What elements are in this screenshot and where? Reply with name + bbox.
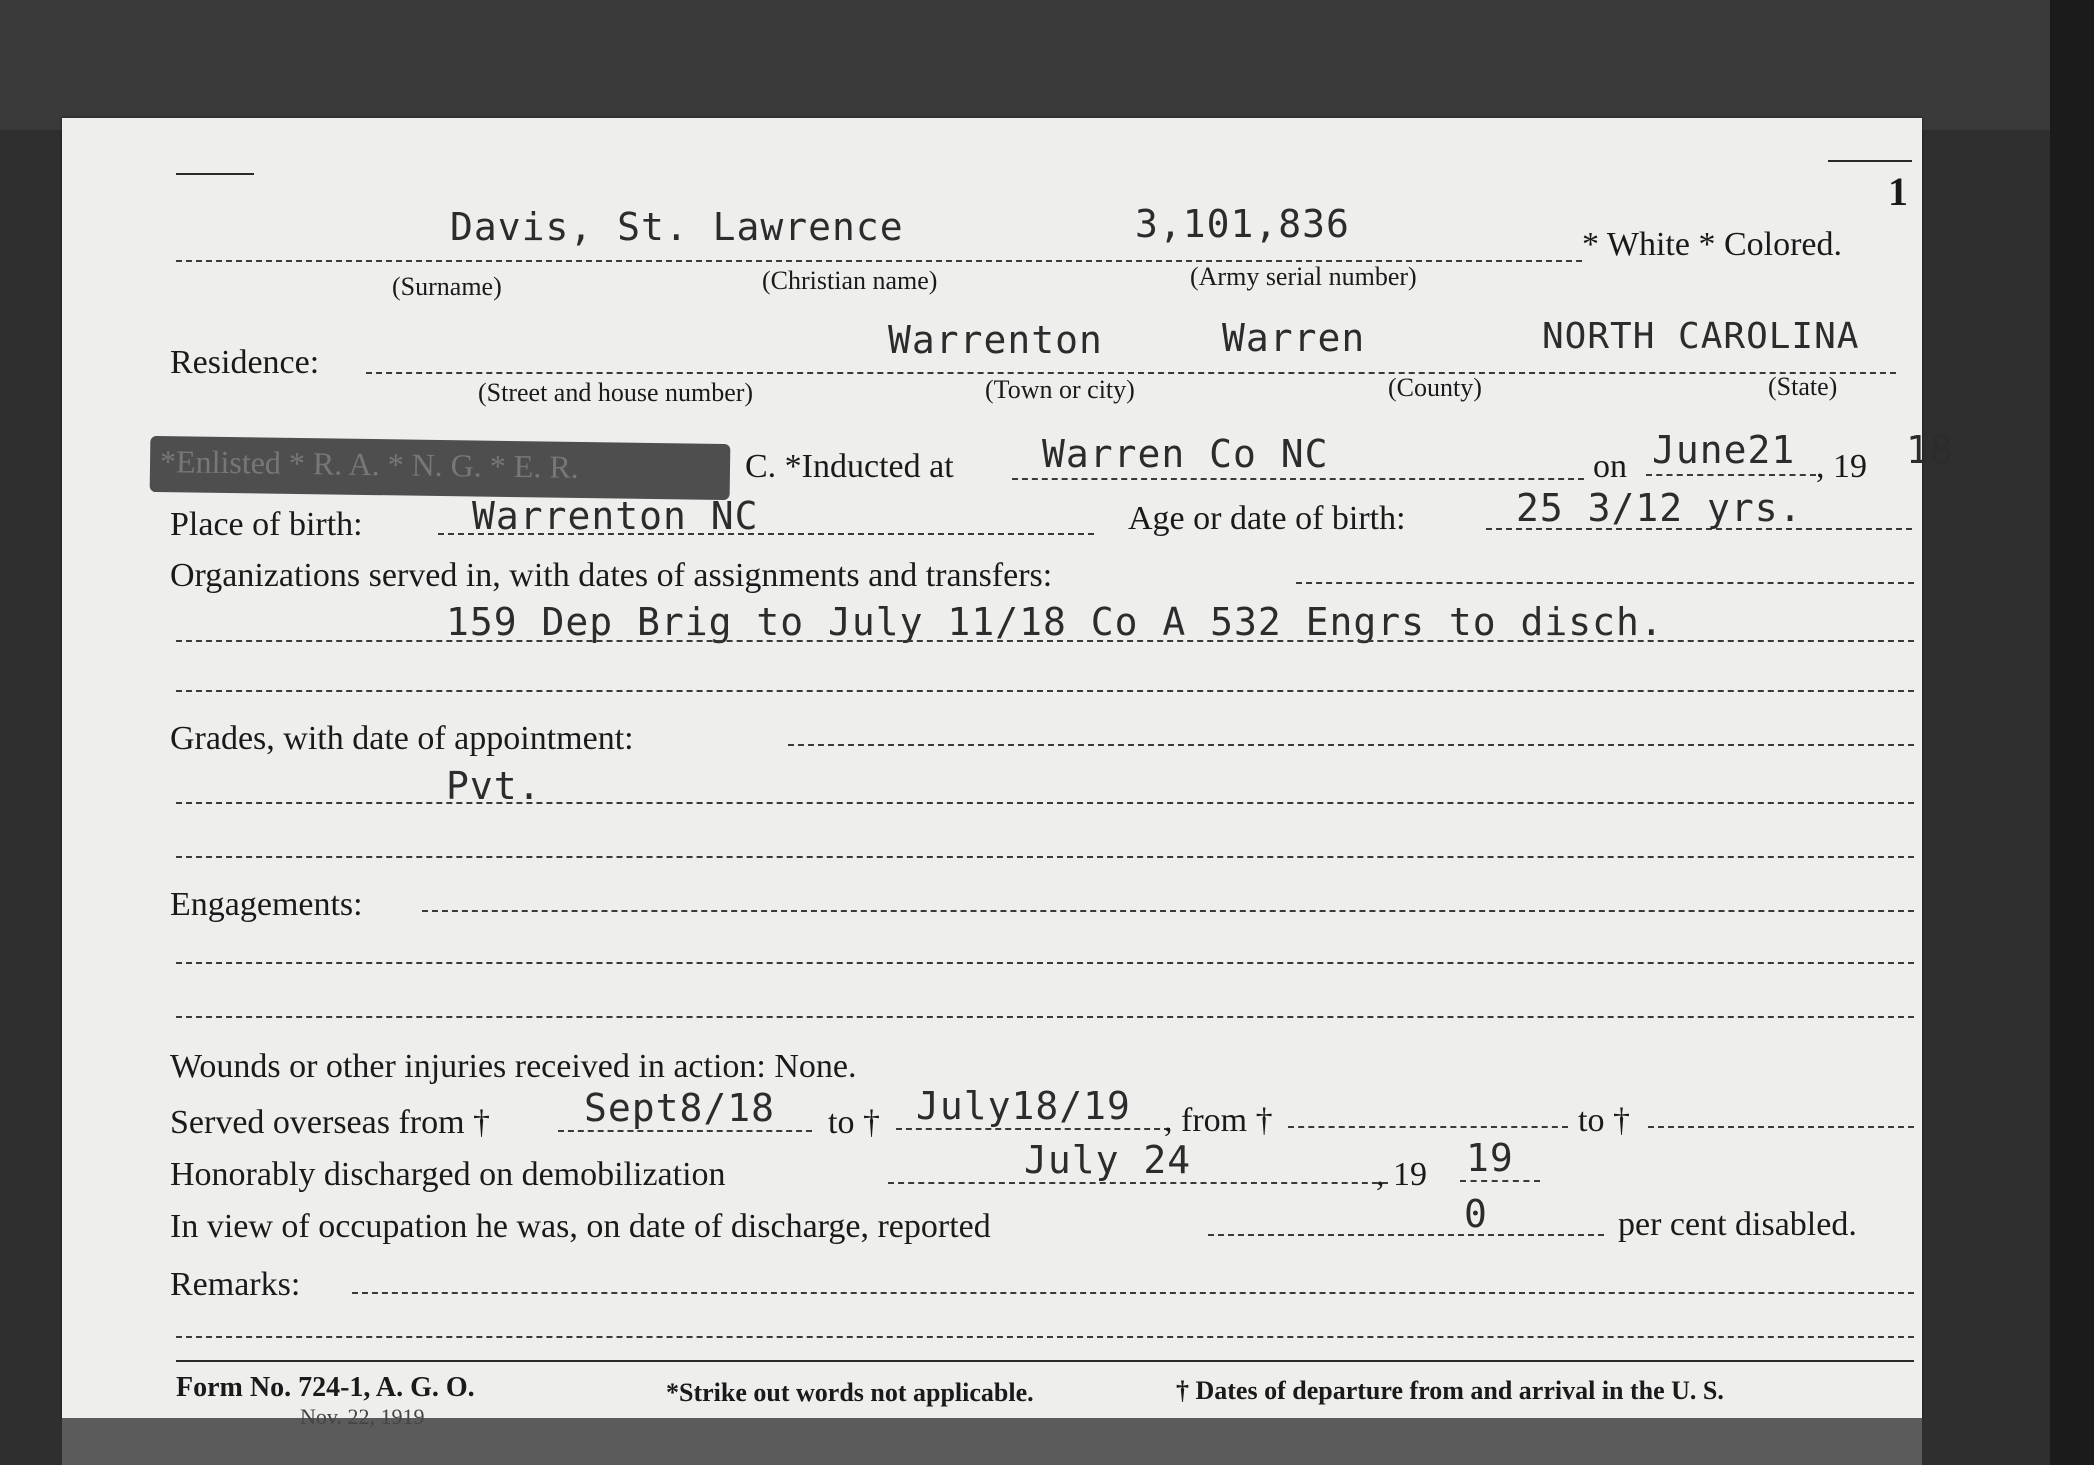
overseas-to-label: to † [828, 1104, 880, 1141]
overseas-to2-label: to † [1578, 1102, 1630, 1139]
grades-line-3 [176, 856, 1914, 858]
grades-line-1 [788, 744, 1914, 746]
organizations-line-1 [1296, 582, 1914, 584]
disability-label: In view of occupation he was, on date of discharge, reported [170, 1208, 991, 1245]
background-edge [2050, 0, 2094, 1465]
residence-county: Warren [1222, 316, 1366, 360]
christian-name-label: (Christian name) [762, 266, 938, 295]
footer-rule [176, 1360, 1914, 1362]
age-value: 25 3/12 yrs. [1516, 486, 1803, 530]
surname-label: (Surname) [392, 272, 502, 301]
induction-place-line [1012, 478, 1584, 480]
organizations-label: Organizations served in, with dates of assignments and transfers: [170, 557, 1053, 594]
overseas-from2-line [1288, 1126, 1568, 1128]
form-number: Form No. 724-1, A. G. O. [176, 1372, 475, 1403]
wounds-label: Wounds or other injuries received in action: None. [170, 1048, 857, 1085]
induction-year: 18 [1906, 428, 1954, 472]
residence-town: Warrenton [888, 318, 1103, 362]
induction-year-prefix: , 19 [1816, 448, 1867, 485]
engagements-label: Engagements: [170, 886, 363, 923]
disability-line [1208, 1234, 1604, 1236]
discharge-year-prefix: , 19 [1376, 1156, 1427, 1193]
footnote-dates: † Dates of departure from and arrival in the U. S. [1176, 1376, 1724, 1405]
town-label: (Town or city) [985, 375, 1135, 404]
serial-value: 3,101,836 [1135, 202, 1350, 246]
overseas-from-date: Sept8/18 [584, 1086, 776, 1130]
induction-date: June21 [1652, 428, 1796, 472]
serial-label: (Army serial number) [1190, 262, 1417, 291]
overseas-label: Served overseas from † [170, 1104, 491, 1141]
grades-line-2 [176, 802, 1914, 804]
birthplace-label: Place of birth: [170, 506, 363, 543]
top-right-rule [1828, 160, 1912, 162]
state-label: (State) [1768, 372, 1838, 401]
grades-label: Grades, with date of appointment: [170, 720, 634, 757]
organizations-line-3 [176, 690, 1914, 692]
engagements-line-2 [176, 962, 1914, 964]
overseas-to2-line [1648, 1126, 1914, 1128]
organizations-entry: 159 Dep Brig to July 11/18 Co A 532 Engrs to disch. [446, 600, 1664, 644]
overseas-from2-label: , from † [1164, 1102, 1273, 1139]
card-number: 1 [1888, 169, 1908, 214]
discharge-year: 19 [1466, 1136, 1514, 1180]
grades-entry: Pvt. [446, 764, 542, 808]
name-value: Davis, St. Lawrence [450, 205, 904, 249]
engagements-line-3 [176, 1016, 1914, 1018]
remarks-line-1 [352, 1292, 1914, 1294]
redaction-stamp [150, 436, 731, 500]
residence-label: Residence: [170, 344, 320, 381]
discharge-date-line [888, 1182, 1388, 1184]
remarks-line-2 [176, 1336, 1914, 1338]
induction-place: Warren Co NC [1042, 432, 1329, 476]
disability-suffix: per cent disabled. [1618, 1206, 1857, 1243]
struck-enlistment-options: *Enlisted * R. A. * N. G. * E. R. [159, 443, 579, 485]
birthplace-value: Warrenton NC [472, 494, 759, 538]
race-options: * White * Colored. [1582, 226, 1842, 263]
overseas-from-line [558, 1130, 812, 1132]
county-label: (County) [1388, 373, 1482, 402]
engagements-line-1 [422, 910, 1914, 912]
age-label: Age or date of birth: [1128, 500, 1406, 537]
residence-state: NORTH CAROLINA [1542, 316, 1860, 357]
background-top [0, 0, 2094, 130]
form-date: Nov. 22, 1919 [300, 1404, 425, 1429]
induction-date-line [1646, 474, 1816, 476]
discharge-date: July 24 [1024, 1138, 1192, 1182]
disability-value: 0 [1464, 1192, 1488, 1236]
inducted-label: C. *Inducted at [745, 448, 954, 485]
street-label: (Street and house number) [478, 378, 754, 407]
on-label: on [1593, 448, 1627, 485]
organizations-line-2 [176, 640, 1914, 642]
remarks-label: Remarks: [170, 1266, 301, 1303]
overseas-to-line [896, 1128, 1170, 1130]
overseas-to-date: July18/19 [916, 1084, 1131, 1128]
top-left-rule [176, 173, 254, 175]
footnote-strike: *Strike out words not applicable. [666, 1378, 1034, 1407]
discharge-label: Honorably discharged on demobilization [170, 1156, 726, 1193]
residence-line [366, 372, 1896, 374]
discharge-year-line [1460, 1180, 1540, 1182]
